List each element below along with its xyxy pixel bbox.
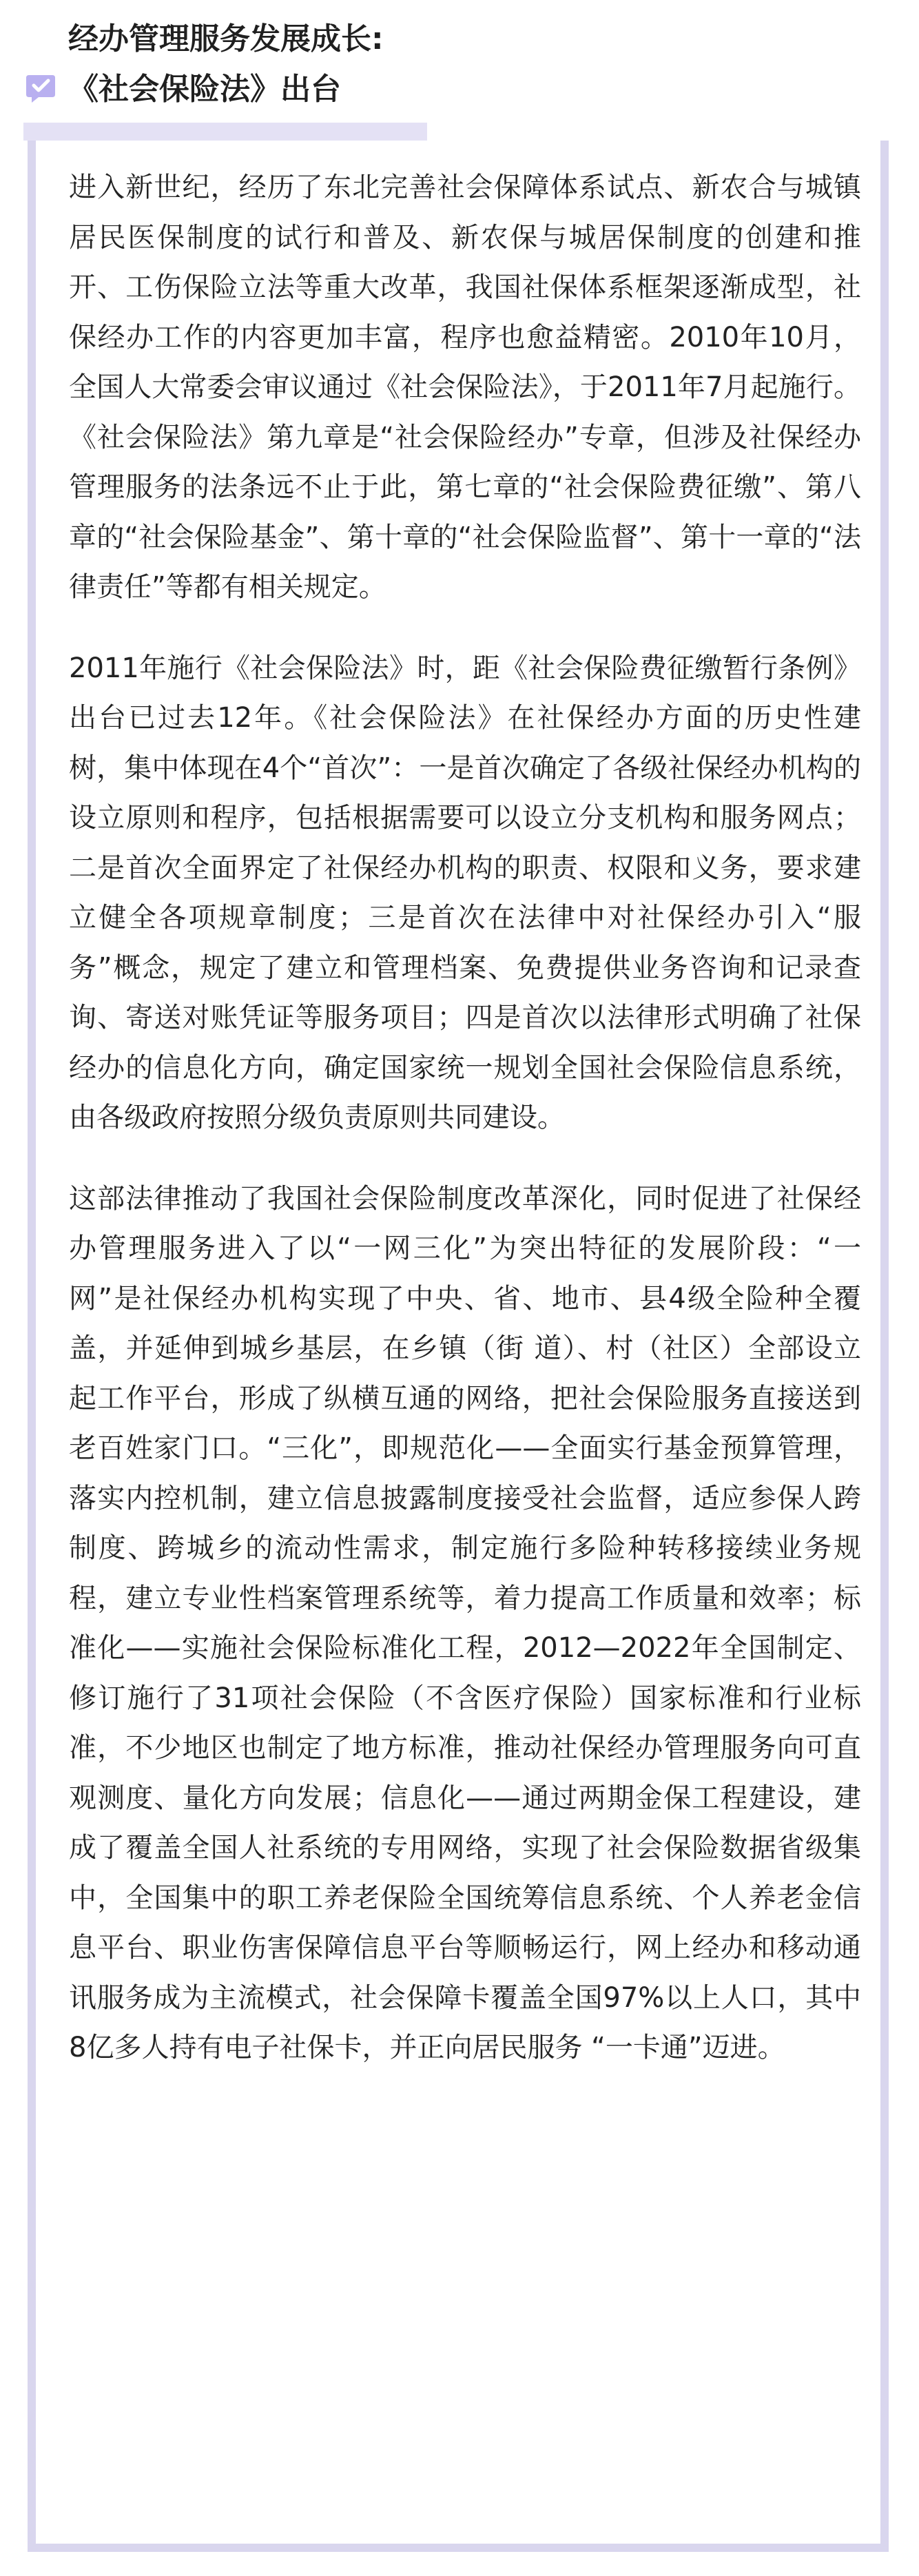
heading-line-2: 《社会保险法》出台 <box>68 72 341 107</box>
paragraph-2: 2011年施行《社会保险法》时，距《社会保险费征缴暂行条例》出台已过去12年。《社会保险法》在社保经办方面的历史性建树，集中体现在4个“首次”：一是首次确定了各级社保经办机构的设立原则和程序，包括根据需要可以设立分支机构和服务网点；二是首次全面界定了社保经办机构的职责、权限和义务，要求建立健全各项规章制度；三是首次在法律中对社保经办引入“服务”概念，规定了建立和管理档案、免费提供业务咨询和记录查询、寄送对账凭证等服务项目；四是首次以法律形式明确了社保经办的信息化方向，确定国家统一规划全国社会保险信息系统，由各级政府按照分级负责原则共同建设。 <box>69 652 861 1133</box>
frame-top-bar <box>23 123 427 141</box>
article-body <box>69 163 861 2104</box>
paragraph-1: 进入新世纪，经历了东北完善社会保障体系试点、新农合与城镇居民医保制度的试行和普及、新农保与城居保制度的创建和推开、工伤保险立法等重大改革，我国社保体系框架逐渐成型，社保经办工作的内容更加丰富，程序也愈益精密。2010年10月，全国人大常委会审议通过《社会保险法》，于2011年7月起施行。《社会保险法》第九章是“社会保险经办”专章，但涉及社保经办管理服务的法条远不止于此，第七章的“社会保险费征缴”、第八章的“社会保险基金”、第十章的“社会保险监督”、第十一章的“法律责任”等都有相关规定。 <box>69 172 861 603</box>
section-heading <box>68 14 860 114</box>
check-chat-icon <box>23 71 58 105</box>
paragraph-3: 这部法律推动了我国社会保险制度改革深化，同时促进了社保经办管理服务进入了以“一网三化”为突出特征的发展阶段：“一网”是社保经办机构实现了中央、省、地市、县4级全险种全覆盖，并延伸到城乡基层，在乡镇（街 道）、村（社区）全部设立起工作平台，形成了纵横互通的网络，把社会保险服务直接送到老百姓家门口。“三化”，即规范化——全面实行基金预算管理，落实内控机制，建立信息披露制度接受社会监督，适应参保人跨制度、跨城乡的流动性需求，制定施行多险种转移接续业务规程，建立专业性档案管理系统等，着力提高工作质量和效率；标准化——实施社会保险标准化工程，2012—2022年全国制定、修订施行了31项社会保险（不含医疗保险）国家标准和行业标准，不少地区也制定了地方标准，推动社保经办管理服务向可直观测度、量化方向发展；信息化——通过两期金保工程建设，建成了覆盖全国人社系统的专用网络，实现了社会保险数据省级集中，全国集中的职工养老保险全国统筹信息系统、个人养老金信息平台、职业伤害保障信息平台等顺畅运行，网上经办和移动通讯服务成为主流模式，社会保障卡覆盖全国97%以上人口，其中8亿多人持有电子社保卡，并正向居民服务 “一卡通”迈进。 <box>69 1182 861 2063</box>
heading-line-1: 经办管理服务发展成长: <box>68 21 384 56</box>
